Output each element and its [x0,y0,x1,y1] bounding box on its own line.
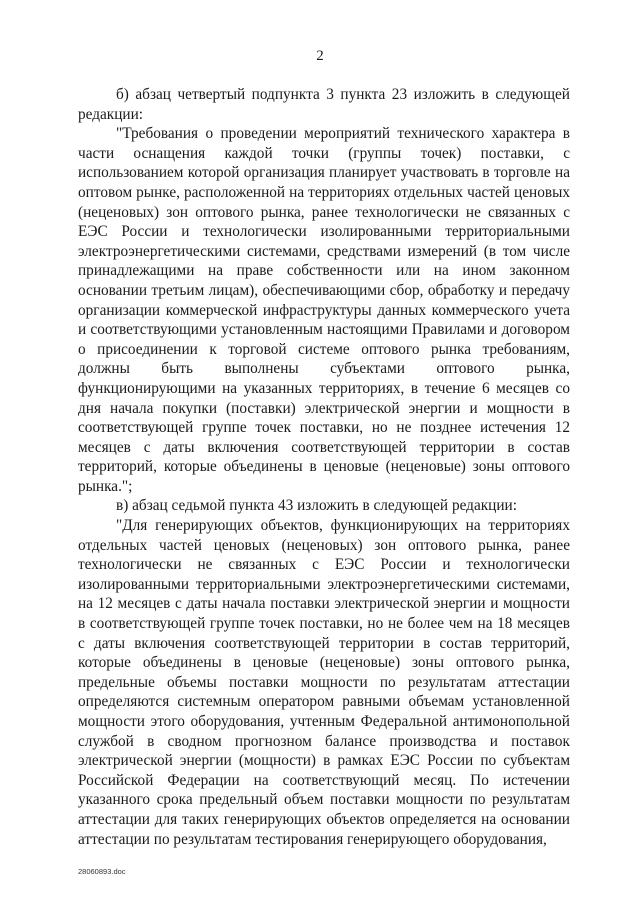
paragraph-v-quote: "Для генерирующих объектов, функционирующих на территориях отдельных частей ценовых (неценовых) зон оптового рынка, ранее технологически не связанных с ЕЭС России и технологически изолированными территориальными электроэнергетическими системами, на 12 месяцев с даты начала поставки электрической энергии и мощности в соответствующей группе точек поставки, но не более чем на 18 месяцев с даты включения соответствующей территории в состав территорий, которые объединены в ценовые (неценовые) зоны оптового рынка, предельные объемы поставки мощности по результатам аттестации определяются системным оператором равными объемам установленной мощности этого оборудования, учтенным Федеральной антимонопольной службой в сводном прогнозном балансе производства и поставок электрической энергии (мощности) в рамках ЕЭС России по субъектам Российской Федерации на соответствующий месяц. По истечении указанного срока предельный объем поставки мощности по результатам аттестации для таких генерирующих объектов определяется на основании аттестации по результатам тестирования генерирующего оборудования, [78,517,570,848]
document-body [78,85,570,849]
paragraph-v-heading: в) абзац седьмой пункта 43 изложить в следующей редакции: [116,497,517,515]
paragraph-b-quote: "Требования о проведении мероприятий технического характера в части оснащения каждой точки (группы точек) поставки, с использованием которой организация планирует участвовать в торговле на оптовом рынке, расположенной на территориях отдельных частей ценовых (неценовых) зон оптового рынка, ранее технологически не связанных с ЕЭС России и технологически изолированными территориальными электроэнергетическими системами, средствами измерений (в том числе принадлежащими на праве собственности или на ином законном основании третьим лицам), обеспечивающими сбор, обработку и передачу организации коммерческой инфраструктуры данных коммерческого учета и соответствующими установленным настоящими Правилами и договором о присоединении к торговой системе оптового рынка требованиям, должны быть выполнены субъектами оптового рынка, функционирующими на указанных территориях, в течение 6 месяцев со дня начала покупки (поставки) электрической энергии и мощности в соответствующей группе точек поставки, но не позднее истечения 12 месяцев с даты включения соответствующей территории в состав территорий, которые объединены в ценовые (неценовые) зоны оптового рынка."; [78,125,570,495]
page-number: 2 [316,48,324,64]
paragraph-b-heading: б) абзац четвертый подпункта 3 пункта 23 изложить в следующей редакции: [78,86,570,123]
footer-document-code: 28060893.doc [78,867,126,876]
